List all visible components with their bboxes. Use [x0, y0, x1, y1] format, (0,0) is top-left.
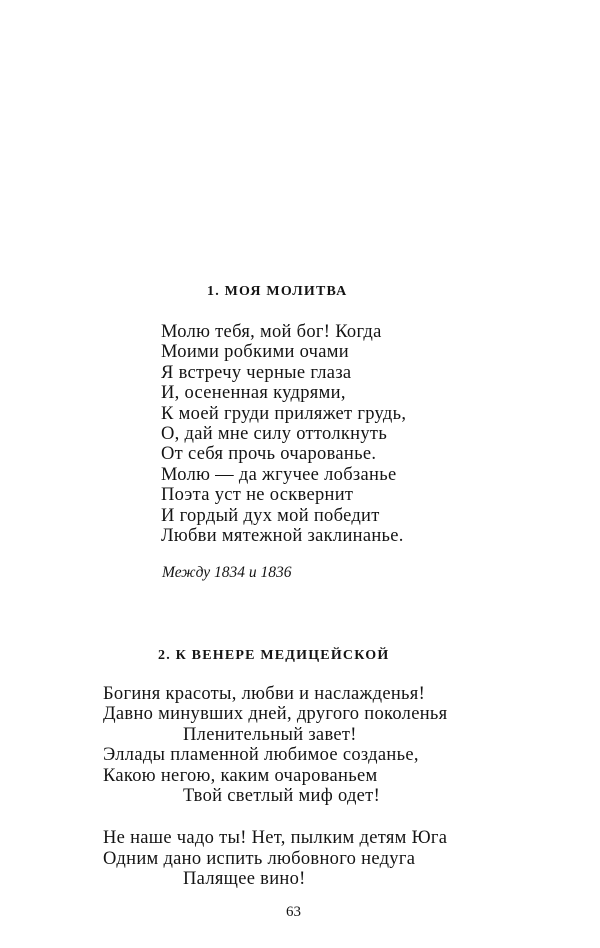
poem-1-title: 1. МОЯ МОЛИТВА — [207, 284, 348, 299]
poem-1-date: Между 1834 и 1836 — [162, 564, 292, 581]
verse-line: Молю тебя, мой бог! Когда — [161, 322, 382, 342]
verse-line: Не наше чадо ты! Нет, пылким детям Юга — [103, 828, 448, 849]
verse-line: Я встречу черные глаза — [161, 362, 352, 383]
poem-2-body — [103, 684, 447, 890]
verse-line: Молю — да жгучее лобзанье — [161, 464, 397, 485]
poem-2-title: 2. К ВЕНЕРЕ МЕДИЦЕЙСКОЙ — [158, 648, 390, 663]
page-number: 63 — [286, 904, 301, 920]
verse-line: Пленительный завет! — [183, 724, 357, 745]
verse-line: И гордый дух мой победит — [161, 505, 380, 526]
verse-line: К моей груди приляжет грудь, — [161, 403, 407, 424]
verse-line: И, осененная кудрями, — [161, 383, 346, 404]
verse-line: От себя прочь очарованье. — [161, 444, 377, 465]
stanza-break — [103, 806, 447, 828]
verse-line: Какою негою, каким очарованьем — [103, 765, 378, 786]
poem-1-body — [161, 322, 406, 546]
verse-line: Давно минувших дней, другого поколенья — [103, 704, 448, 725]
verse-line: О, дай мне силу оттолкнуть — [161, 423, 388, 444]
verse-line: Эллады пламенной любимое созданье, — [103, 745, 419, 766]
verse-line: Моими робкими очами — [161, 342, 349, 363]
verse-line: Богиня красоты, любви и наслажденья! — [103, 684, 426, 704]
verse-line: Палящее вино! — [183, 869, 306, 890]
verse-line: Одним дано испить любовного недуга — [103, 848, 416, 869]
verse-line: Любви мятежной заклинанье. — [161, 525, 404, 546]
verse-line: Поэта уст не осквернит — [161, 485, 354, 506]
verse-line: Твой светлый миф одет! — [183, 785, 381, 806]
